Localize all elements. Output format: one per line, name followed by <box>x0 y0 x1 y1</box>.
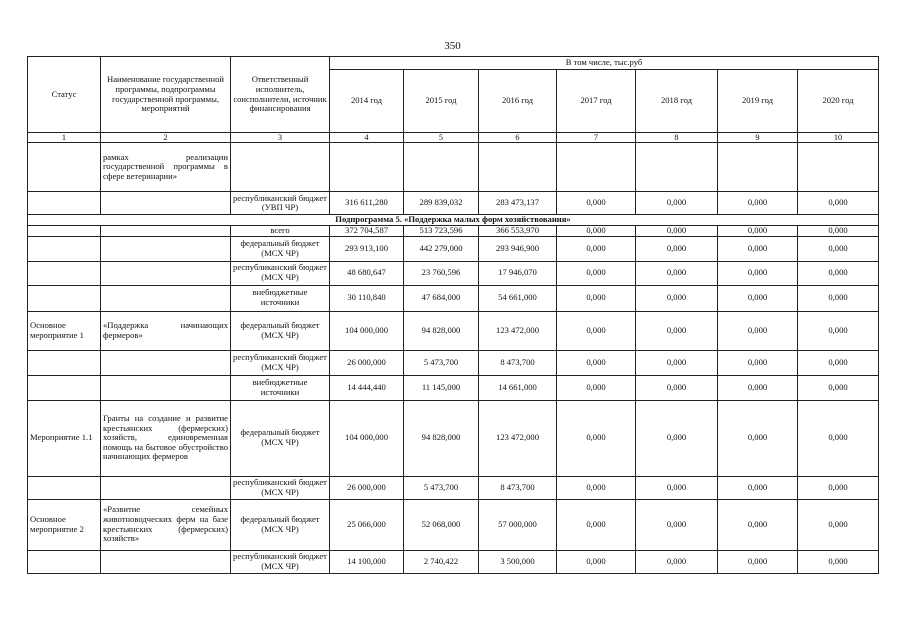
value-cell: 0,000 <box>718 311 798 350</box>
table-row <box>28 236 879 261</box>
value-cell: 14 444,440 <box>330 375 404 400</box>
value-cell: 26 000,000 <box>330 350 404 375</box>
value-cell: 0,000 <box>636 499 718 550</box>
source-cell: федеральный бюджет (МСХ ЧР) <box>231 499 330 550</box>
value-cell <box>404 143 479 192</box>
value-cell: 0,000 <box>798 350 879 375</box>
value-cell: 2 740,422 <box>404 550 479 573</box>
value-cell: 0,000 <box>557 261 636 285</box>
name-cell <box>101 261 231 285</box>
column-number: 6 <box>479 133 557 143</box>
value-cell: 283 473,137 <box>479 192 557 215</box>
value-cell: 0,000 <box>798 261 879 285</box>
table-row <box>28 311 879 350</box>
value-cell: 289 839,032 <box>404 192 479 215</box>
column-number: 3 <box>231 133 330 143</box>
name-cell: «Поддержка начинающих фермеров» <box>101 311 231 350</box>
status-cell <box>28 236 101 261</box>
value-cell: 123 472,000 <box>479 400 557 476</box>
source-cell: республиканский бюджет (МСХ ЧР) <box>231 476 330 499</box>
value-cell: 442 279,000 <box>404 236 479 261</box>
value-cell: 0,000 <box>636 285 718 311</box>
column-number: 4 <box>330 133 404 143</box>
source-cell: всего <box>231 225 330 236</box>
subprogram-row <box>28 215 879 226</box>
source-cell: внебюджетные источники <box>231 375 330 400</box>
table-row <box>28 192 879 215</box>
source-cell: республиканский бюджет (УВП ЧР) <box>231 192 330 215</box>
page-number: 350 <box>444 40 461 52</box>
value-cell: 94 828,000 <box>404 311 479 350</box>
status-cell <box>28 350 101 375</box>
name-cell: рамках реализации государственной программы в сфере ветеринарии» <box>101 143 231 192</box>
column-number: 5 <box>404 133 479 143</box>
value-cell <box>718 143 798 192</box>
value-cell: 0,000 <box>557 350 636 375</box>
value-cell <box>557 143 636 192</box>
subprogram-title: Подпрограмма 5. «Поддержка малых форм хозяйствования» <box>28 215 879 226</box>
value-cell: 0,000 <box>557 225 636 236</box>
value-cell: 0,000 <box>718 476 798 499</box>
header-responsible: Ответственный исполнитель, соисполнители, источник финансирования <box>231 57 330 133</box>
value-cell: 316 611,280 <box>330 192 404 215</box>
name-cell <box>101 192 231 215</box>
value-cell: 8 473,700 <box>479 476 557 499</box>
value-cell: 14 100,000 <box>330 550 404 573</box>
name-cell <box>101 285 231 311</box>
value-cell: 0,000 <box>798 499 879 550</box>
table-row <box>28 225 879 236</box>
column-number: 10 <box>798 133 879 143</box>
value-cell: 0,000 <box>718 350 798 375</box>
value-cell: 104 000,000 <box>330 311 404 350</box>
value-cell: 0,000 <box>557 375 636 400</box>
value-cell: 0,000 <box>636 550 718 573</box>
value-cell: 23 760,596 <box>404 261 479 285</box>
value-cell: 0,000 <box>798 375 879 400</box>
value-cell: 0,000 <box>718 400 798 476</box>
value-cell: 0,000 <box>718 375 798 400</box>
value-cell: 0,000 <box>718 285 798 311</box>
value-cell: 0,000 <box>718 499 798 550</box>
value-cell: 104 000,000 <box>330 400 404 476</box>
value-cell: 366 553,970 <box>479 225 557 236</box>
value-cell: 0,000 <box>557 400 636 476</box>
table-row <box>28 375 879 400</box>
value-cell: 47 684,000 <box>404 285 479 311</box>
header-year: 2019 год <box>718 70 798 133</box>
source-cell: республиканский бюджет (МСХ ЧР) <box>231 350 330 375</box>
value-cell: 0,000 <box>798 400 879 476</box>
header-year: 2020 год <box>798 70 879 133</box>
value-cell: 0,000 <box>636 311 718 350</box>
column-number: 8 <box>636 133 718 143</box>
header-group: В том числе, тыс.руб <box>330 57 879 70</box>
source-cell <box>231 143 330 192</box>
table-row <box>28 550 879 573</box>
value-cell: 0,000 <box>557 476 636 499</box>
value-cell: 5 473,700 <box>404 476 479 499</box>
status-cell <box>28 476 101 499</box>
value-cell: 293 913,100 <box>330 236 404 261</box>
value-cell: 17 946,070 <box>479 261 557 285</box>
value-cell: 0,000 <box>557 285 636 311</box>
value-cell: 372 704,587 <box>330 225 404 236</box>
value-cell: 0,000 <box>557 311 636 350</box>
table-row <box>28 143 879 192</box>
value-cell: 0,000 <box>718 192 798 215</box>
header-year: 2014 год <box>330 70 404 133</box>
value-cell <box>798 143 879 192</box>
header-status: Статус <box>28 57 101 133</box>
value-cell: 0,000 <box>798 236 879 261</box>
table-row <box>28 499 879 550</box>
value-cell: 48 680,647 <box>330 261 404 285</box>
value-cell: 54 661,000 <box>479 285 557 311</box>
status-cell: Основное мероприятие 2 <box>28 499 101 550</box>
column-number: 9 <box>718 133 798 143</box>
status-cell <box>28 143 101 192</box>
value-cell: 0,000 <box>557 236 636 261</box>
table-row <box>28 285 879 311</box>
name-cell: Гранты на создание и развитие крестьянских (фермерских) хозяйств, единовременная помощь на бытовое обустройство начинающих фермеров <box>101 400 231 476</box>
table-row <box>28 350 879 375</box>
table-row <box>28 261 879 285</box>
value-cell: 0,000 <box>798 550 879 573</box>
status-cell: Мероприятие 1.1 <box>28 400 101 476</box>
status-cell <box>28 225 101 236</box>
value-cell: 3 500,000 <box>479 550 557 573</box>
value-cell: 293 946,900 <box>479 236 557 261</box>
value-cell: 0,000 <box>718 261 798 285</box>
value-cell: 0,000 <box>636 261 718 285</box>
status-cell: Основное мероприятие 1 <box>28 311 101 350</box>
status-cell <box>28 261 101 285</box>
source-cell: федеральный бюджет (МСХ ЧР) <box>231 236 330 261</box>
value-cell: 14 661,000 <box>479 375 557 400</box>
value-cell: 25 066,000 <box>330 499 404 550</box>
value-cell: 11 145,000 <box>404 375 479 400</box>
header-year: 2015 год <box>404 70 479 133</box>
value-cell: 0,000 <box>798 285 879 311</box>
value-cell: 0,000 <box>636 192 718 215</box>
header-year: 2018 год <box>636 70 718 133</box>
budget-table <box>27 56 879 574</box>
source-cell: республиканский бюджет (МСХ ЧР) <box>231 261 330 285</box>
value-cell: 0,000 <box>636 400 718 476</box>
name-cell <box>101 350 231 375</box>
name-cell <box>101 225 231 236</box>
value-cell <box>479 143 557 192</box>
value-cell: 0,000 <box>636 476 718 499</box>
value-cell: 5 473,700 <box>404 350 479 375</box>
source-cell: федеральный бюджет (МСХ ЧР) <box>231 400 330 476</box>
column-number: 7 <box>557 133 636 143</box>
value-cell: 30 110,840 <box>330 285 404 311</box>
name-cell: «Развитие семейных животноводческих ферм на базе крестьянских (фермерских) хозяйств» <box>101 499 231 550</box>
value-cell <box>636 143 718 192</box>
status-cell <box>28 550 101 573</box>
source-cell: внебюджетные источники <box>231 285 330 311</box>
value-cell: 0,000 <box>798 476 879 499</box>
value-cell <box>330 143 404 192</box>
name-cell <box>101 375 231 400</box>
value-cell: 57 000,000 <box>479 499 557 550</box>
header-name: Наименование государственной программы, подпрограммы государственной программы, мероприятий <box>101 57 231 133</box>
name-cell <box>101 476 231 499</box>
value-cell: 0,000 <box>718 236 798 261</box>
value-cell: 0,000 <box>557 499 636 550</box>
value-cell: 0,000 <box>798 311 879 350</box>
value-cell: 0,000 <box>718 225 798 236</box>
value-cell: 0,000 <box>636 225 718 236</box>
value-cell: 0,000 <box>718 550 798 573</box>
table-row <box>28 400 879 476</box>
name-cell <box>101 236 231 261</box>
status-cell <box>28 285 101 311</box>
value-cell: 0,000 <box>636 350 718 375</box>
value-cell: 94 828,000 <box>404 400 479 476</box>
value-cell: 0,000 <box>557 550 636 573</box>
value-cell: 0,000 <box>636 236 718 261</box>
status-cell <box>28 192 101 215</box>
value-cell: 0,000 <box>798 225 879 236</box>
name-cell <box>101 550 231 573</box>
value-cell: 0,000 <box>798 192 879 215</box>
value-cell: 52 068,000 <box>404 499 479 550</box>
column-number: 1 <box>28 133 101 143</box>
source-cell: федеральный бюджет (МСХ ЧР) <box>231 311 330 350</box>
source-cell: республиканский бюджет (МСХ ЧР) <box>231 550 330 573</box>
value-cell: 26 000,000 <box>330 476 404 499</box>
value-cell: 8 473,700 <box>479 350 557 375</box>
header-year: 2017 год <box>557 70 636 133</box>
value-cell: 0,000 <box>636 375 718 400</box>
value-cell: 513 723,596 <box>404 225 479 236</box>
table-row <box>28 476 879 499</box>
value-cell: 123 472,000 <box>479 311 557 350</box>
status-cell <box>28 375 101 400</box>
value-cell: 0,000 <box>557 192 636 215</box>
header-year: 2016 год <box>479 70 557 133</box>
column-number: 2 <box>101 133 231 143</box>
